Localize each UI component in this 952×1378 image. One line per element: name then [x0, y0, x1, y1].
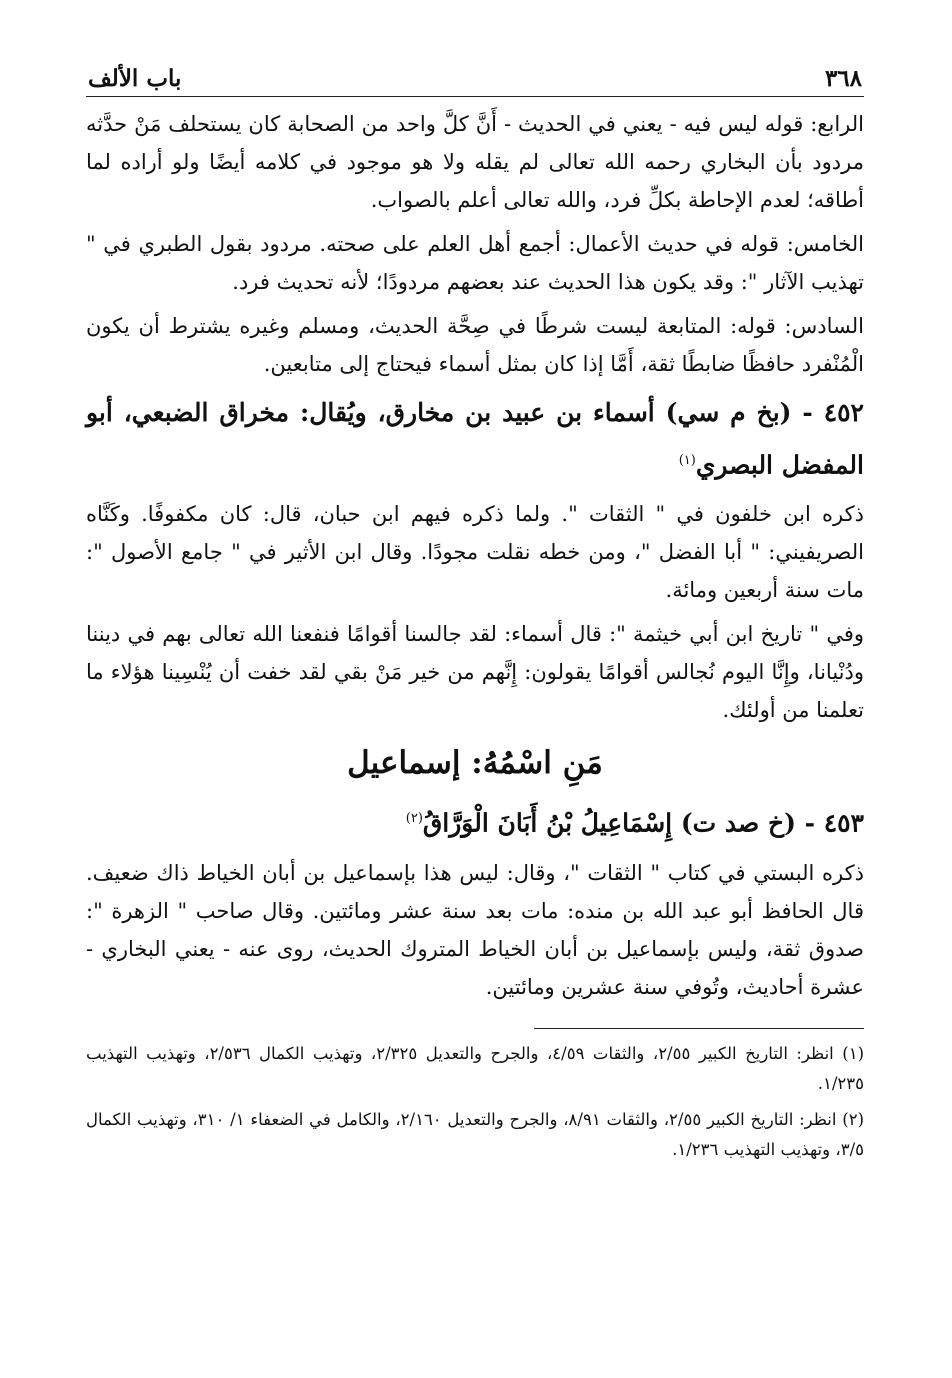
paragraph-fifth-point: الخامس: قوله في حديث الأعمال: أجمع أهل العلم على صحته. مردود بقول الطبري في " تهذيب الآثار ": وقد يكون هذا الحديث عند بعضهم مردودًا؛ لأنه تحديث فرد.	[86, 232, 864, 294]
page-number: ٣٦٨	[824, 65, 862, 92]
book-page	[86, 52, 864, 1171]
paragraph-fourth-point: الرابع: قوله ليس فيه - يعني في الحديث - أَنَّ كلَّ واحد من الصحابة كان يستحلف مَنْ حدَّثه مردود بأن البخاري رحمه الله تعالى لم يقله ولا هو موجود في كلامه أيضًا ولو أراده لما أطاقه؛ لعدم الإحاطة بكلِّ فرد، والله تعالى أعلم بالصواب.	[86, 112, 864, 212]
page-body	[86, 105, 864, 1165]
entry-heading-452	[86, 389, 864, 489]
footnote-ref-1: (١)	[678, 453, 696, 468]
section-heading: مَنِ اسْمُهُ: إسماعيل	[347, 745, 603, 782]
page-header	[86, 52, 864, 97]
paragraph-453-bio: ذكره البستي في كتاب " الثقات "، وقال: ليس هذا بإسماعيل بن أبان الخياط ذاك ضعيف. قال الحافظ أبو عبد الله بن منده: مات بعد سنة عشر ومائتين. وقال صاحب " الزهرة ": صدوق ثقة، وليس بإسماعيل بن أبان الخياط المتروك الحديث، روى عنه - يعني البخاري - عشرة أحاديث، وتُوفي سنة عشرين ومائتين.	[86, 860, 864, 999]
footnote-divider	[534, 1028, 864, 1029]
entry-heading-453	[86, 795, 864, 847]
footnote-2: (٢) انظر: التاريخ الكبير ٢/٥٥، والثقات ٨/٩١، والجرح والتعديل ٢/١٦٠، والكامل في الضعفاء ١/ ٣١٠، وتهذيب الكمال ٣/٥، وتهذيب التهذيب ١/٢٣٦.	[86, 1109, 864, 1159]
entry-title-452: ٤٥٢ - (بخ م سي) أسماء بن عبيد بن مخارق، ويُقال: مخراق الضبعي، أبو المفضل البصري	[86, 398, 864, 480]
paragraph-452-quote: وفي " تاريخ ابن أبي خيثمة ": قال أسماء: لقد جالسنا أقوامًا فنفعنا الله تعالى بهم في ديننا ودُنْيانا، وإِنَّا اليوم نُجالس أقوامًا يقولون: إِنَّهم من خير مَنْ بقي لقد خفت أن يُنْسِينا هؤلاء ما تعلمنا من أولئك.	[86, 622, 864, 723]
paragraph-452-bio: ذكره ابن خلفون في " الثقات ". ولما ذكره فيهم ابن حبان، قال: كان مكفوفًا. وكَنَّاه الصريفيني: " أبا الفضل "، ومن خطه نقلت مجودًا. وقال ابن الأثير في " جامع الأصول ": مات سنة أربعين ومائة.	[86, 502, 864, 603]
chapter-title: باب الألف	[88, 65, 182, 92]
paragraph-sixth-point: السادس: قوله: المتابعة ليست شرطًا في صِحَّة الحديث، ومسلم وغيره يشترط أن يكون الْمُنْفرد حافظًا ضابطًا ثقة، أَمَّا إذا كان بمثل أسماء فيحتاج إلى متابعين.	[86, 314, 864, 376]
entry-title-453: ٤٥٣ - (خ صد ت) إِسْمَاعِيلُ بْنُ أَبَانَ الْوَرَّاقُ	[422, 808, 864, 838]
footnote-1: (١) انظر: التاريخ الكبير ٢/٥٥، والثقات ٤/٥٩، والجرح والتعديل ٢/٣٢٥، وتهذيب الكمال ٢/٥٣٦، وتهذيب التهذيب ١/٢٣٥.	[86, 1043, 864, 1093]
footnote-ref-2: (٢)	[405, 811, 423, 827]
